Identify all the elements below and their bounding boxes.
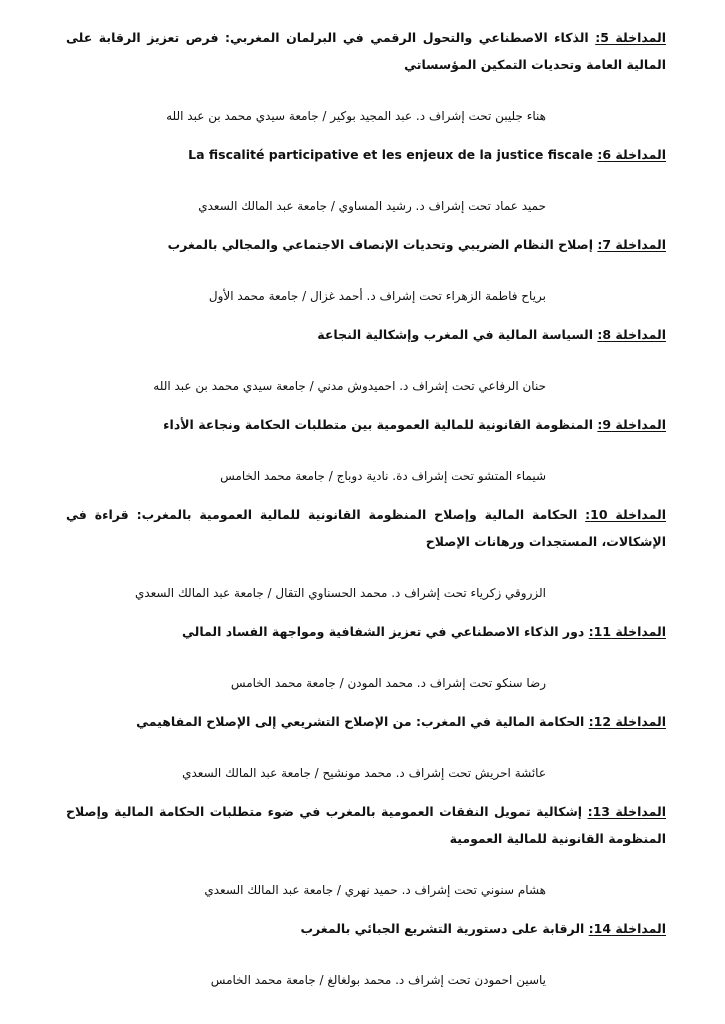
session-label: المداخلة 14: <box>588 921 666 936</box>
session-title: المداخلة 10: الحكامة المالية وإصلاح المنظومة القانونية للمالية العمومية بالمغرب: قراءة في الإشكالات، المستجدات ورهانات الإصلاح <box>66 507 666 549</box>
session-item <box>66 411 666 487</box>
session-item <box>66 321 666 397</box>
session-label: المداخلة 5: <box>595 30 666 45</box>
session-author: شيماء المتشو تحت إشراف دة. نادية دوباج / جامعة محمد الخامس <box>220 469 546 483</box>
session-author: ياسين احمودن تحت إشراف د. محمد بولغالغ / جامعة محمد الخامس <box>210 973 546 987</box>
session-title: المداخلة 13: إشكالية تمويل النفقات العمومية بالمغرب في ضوء متطلبات الحكامة المالية وإصلاح المنظومة القانونية للمالية العمومية <box>66 804 666 846</box>
session-label: المداخلة 11: <box>588 624 666 639</box>
session-label: المداخلة 6: <box>597 147 666 162</box>
session-label: المداخلة 7: <box>597 237 666 252</box>
session-title: المداخلة 9: المنظومة القانونية للمالية العمومية بين متطلبات الحكامة ونجاعة الأداء <box>163 417 666 432</box>
session-title: المداخلة 5: الذكاء الاصطناعي والتحول الرقمي في البرلمان المغربي: فرص تعزيز الرقابة على المالية العامة وتحديات التمكين المؤسساتي <box>66 30 666 72</box>
session-item <box>66 798 666 901</box>
session-title: المداخلة 7: إصلاح النظام الضريبي وتحديات الإنصاف الاجتماعي والمجالي بالمغرب <box>167 237 666 252</box>
session-author: الزروقي زكرياء تحت إشراف د. محمد الحسناوي التقال / جامعة عبد المالك السعدي <box>134 586 546 600</box>
session-label: المداخلة 8: <box>597 327 666 342</box>
session-label: المداخلة 13: <box>587 804 666 819</box>
session-author: برياح فاطمة الزهراء تحت إشراف د. أحمد غزال / جامعة محمد الأول <box>208 289 546 303</box>
session-item <box>66 915 666 991</box>
session-title: المداخلة 14: الرقابة على دستورية التشريع الجبائي بالمغرب <box>300 921 666 936</box>
session-label: المداخلة 10: <box>585 507 666 522</box>
session-item <box>66 24 666 127</box>
session-title: المداخلة 12: الحكامة المالية في المغرب: من الإصلاح التشريعي إلى الإصلاح المفاهيمي <box>136 714 666 729</box>
session-author: هناء جليبن تحت إشراف د. عبد المجيد بوكير / جامعة سيدي محمد بن عبد الله <box>166 109 546 123</box>
session-label: المداخلة 12: <box>588 714 666 729</box>
session-item <box>66 231 666 307</box>
session-title: المداخلة 6: La fiscalité participative et les enjeux de la justice fiscale <box>188 147 666 162</box>
session-author: حميد عماد تحت إشراف د. رشيد المساوي / جامعة عبد المالك السعدي <box>198 199 546 213</box>
session-author: حنان الرفاعي تحت إشراف د. احميدوش مدني / جامعة سيدي محمد بن عبد الله <box>153 379 546 393</box>
document-page <box>66 24 666 1005</box>
session-item <box>66 618 666 694</box>
session-title: المداخلة 8: السياسة المالية في المغرب وإشكالية النجاعة <box>317 327 666 342</box>
session-item <box>66 708 666 784</box>
session-author: رضا سنكو تحت إشراف د. محمد المودن / جامعة محمد الخامس <box>230 676 546 690</box>
session-item <box>66 501 666 604</box>
session-label: المداخلة 9: <box>597 417 666 432</box>
session-author: هشام سنوني تحت إشراف د. حميد نهري / جامعة عبد المالك السعدي <box>204 883 546 897</box>
session-item <box>66 141 666 217</box>
session-title: المداخلة 11: دور الذكاء الاصطناعي في تعزيز الشفافية ومواجهة الفساد المالي <box>181 624 666 639</box>
session-author: عائشة احريش تحت إشراف د. محمد مونشيح / جامعة عبد المالك السعدي <box>182 766 546 780</box>
